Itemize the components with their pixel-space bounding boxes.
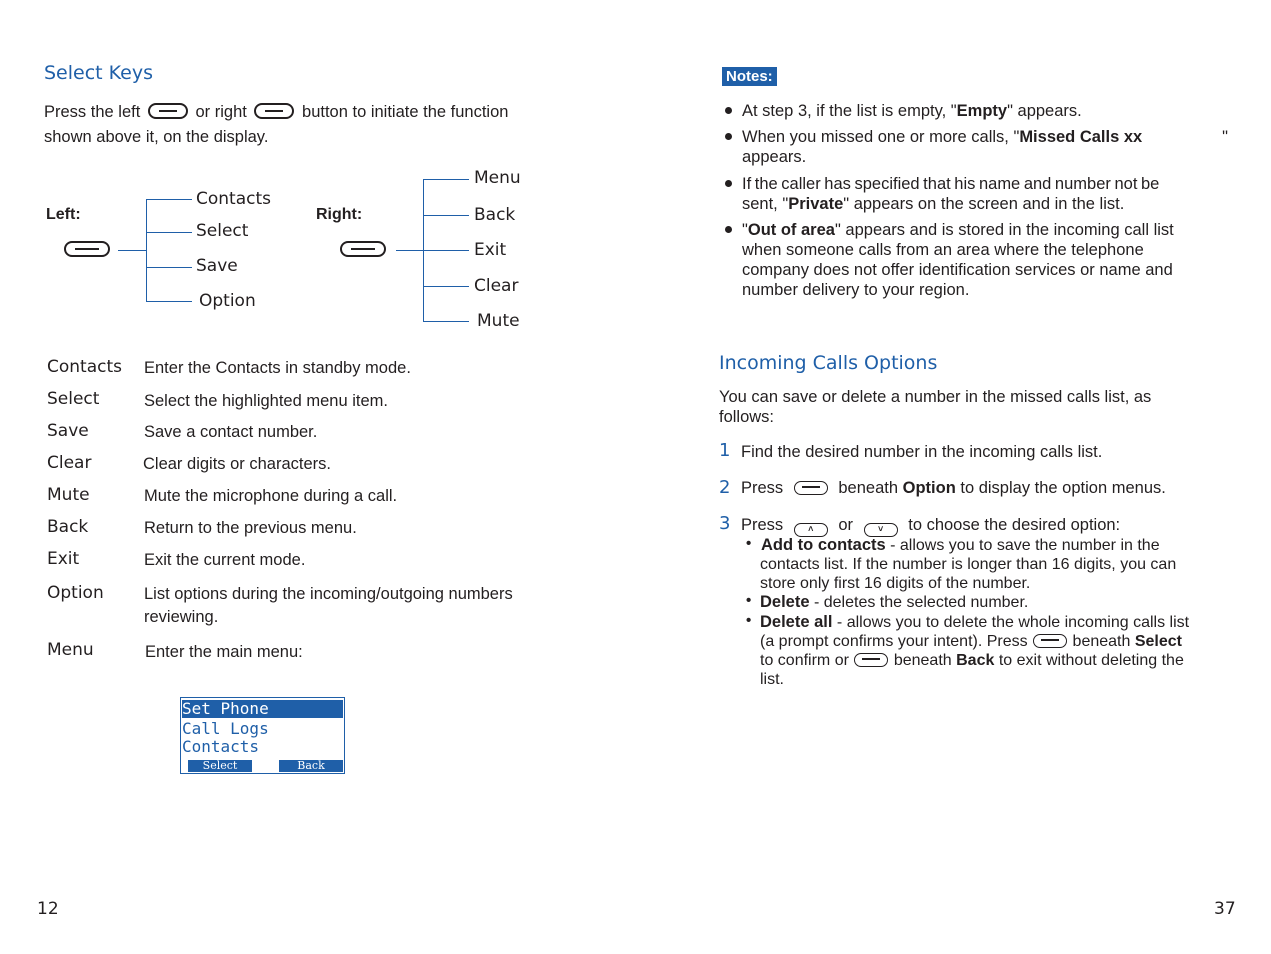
- def-desc: Return to the previous menu.: [144, 519, 357, 537]
- note-text: sent, ": [742, 195, 789, 213]
- note-item: [742, 194, 1124, 214]
- note-bold: Empty: [956, 102, 1008, 120]
- right-softkey-icon: [254, 103, 294, 119]
- connector-line: [146, 301, 192, 302]
- left-item-contacts: Contacts: [196, 189, 271, 209]
- connector-line: [423, 250, 469, 251]
- step-text: [741, 515, 1120, 537]
- page-number-right: 37: [1214, 899, 1236, 919]
- bullet-icon: [725, 107, 732, 114]
- left-item-select: Select: [196, 221, 249, 241]
- option-text: list.: [760, 671, 784, 688]
- note-text: " appears on the screen and in the list.: [843, 195, 1125, 213]
- note-text: At step 3, if the list is empty, ": [742, 102, 957, 120]
- option-text: [760, 651, 1184, 670]
- note-bold: Missed Calls xx: [1019, 128, 1143, 146]
- left-item-save: Save: [196, 256, 238, 276]
- note-text: " appears and is stored in the incoming call list: [834, 221, 1174, 239]
- option-text: store only first 16 digits of the number.: [760, 575, 1031, 592]
- section-intro: follows:: [719, 408, 775, 426]
- down-arrow-key-icon: ˅: [864, 523, 898, 537]
- bullet-icon: [725, 226, 732, 233]
- intro-text: or right: [195, 103, 247, 121]
- left-softkey-icon: [794, 481, 828, 495]
- left-item-option: Option: [199, 291, 256, 311]
- note-text: company does not offer identification services or name and: [742, 261, 1173, 279]
- def-term: Clear: [47, 453, 92, 473]
- def-term: Option: [47, 583, 104, 603]
- bullet-icon: •: [746, 535, 752, 552]
- right-item-menu: Menu: [474, 168, 521, 188]
- option-text: contacts list. If the number is longer than 16 digits, you can: [760, 556, 1177, 573]
- note-text: If the caller has specified that his name and number not be: [742, 175, 1160, 193]
- intro-text: button to initiate the function: [302, 103, 509, 121]
- def-term: Back: [47, 517, 89, 537]
- def-desc: Save a contact number.: [144, 423, 318, 441]
- option-text: - allows you to save the number in the: [885, 537, 1160, 554]
- def-desc: Clear digits or characters.: [143, 455, 331, 473]
- connector-line: [423, 179, 469, 180]
- def-term: Menu: [47, 640, 94, 660]
- intro-text-line2: shown above it, on the display.: [44, 128, 269, 146]
- phone-screen: [180, 697, 345, 774]
- bullet-icon: •: [746, 612, 752, 629]
- section-intro: You can save or delete a number in the missed calls list, as: [719, 388, 1152, 406]
- def-desc: Enter the main menu:: [145, 643, 303, 661]
- section-title-incoming-calls: Incoming Calls Options: [719, 352, 938, 374]
- option-item: [760, 593, 1028, 612]
- option-text-part: beneath: [1072, 633, 1131, 650]
- left-softkey-icon: [148, 103, 188, 119]
- def-desc: reviewing.: [144, 608, 219, 626]
- softkey-back-label: Back: [279, 760, 343, 772]
- option-title: Delete all: [760, 613, 833, 631]
- step-text-part: to choose the desired option:: [908, 516, 1121, 534]
- option-text-part: (a prompt confirms your intent). Press: [760, 633, 1028, 650]
- option-text: - allows you to delete the whole incoming calls list: [832, 614, 1190, 631]
- right-item-exit: Exit: [474, 240, 507, 260]
- intro-paragraph: [44, 102, 508, 122]
- left-softkey-icon: [64, 241, 110, 260]
- def-desc: Exit the current mode.: [144, 551, 306, 569]
- step-bold: Option: [902, 479, 956, 497]
- def-desc: Enter the Contacts in standby mode.: [144, 359, 411, 377]
- note-item: [742, 127, 1228, 147]
- note-text: ": [1222, 128, 1228, 146]
- option-text-part: to confirm or: [760, 652, 849, 669]
- note-text: " appears.: [1007, 102, 1082, 120]
- left-softkey-icon: [1033, 634, 1067, 648]
- page-number-left: 12: [37, 899, 59, 919]
- right-item-clear: Clear: [474, 276, 519, 296]
- note-text: ": [742, 221, 748, 239]
- connector-line: [396, 250, 424, 251]
- notes-badge: Notes:: [722, 67, 777, 86]
- right-softkey-icon: [340, 241, 386, 260]
- option-item: [760, 613, 1189, 632]
- def-term: Contacts: [47, 357, 122, 377]
- step-text-part: beneath: [838, 479, 899, 497]
- step-number: 2: [719, 477, 731, 498]
- step-number: 1: [719, 440, 731, 461]
- note-text: appears.: [742, 148, 807, 166]
- connector-line: [146, 267, 192, 268]
- right-item-mute: Mute: [477, 311, 520, 331]
- connector-line: [423, 321, 469, 322]
- def-desc: Select the highlighted menu item.: [144, 392, 388, 410]
- option-text-part: beneath: [893, 652, 952, 669]
- note-text: number delivery to your region.: [742, 281, 970, 299]
- option-bold: Select: [1134, 633, 1182, 650]
- def-term: Save: [47, 421, 89, 441]
- option-bold: Back: [956, 652, 995, 669]
- step-text-part: or: [838, 516, 854, 534]
- def-term: Select: [47, 389, 100, 409]
- right-softkey-icon: [854, 653, 888, 667]
- right-label: Right:: [316, 206, 363, 223]
- step-text: [741, 478, 1166, 498]
- right-item-back: Back: [474, 205, 516, 225]
- connector-line: [423, 286, 469, 287]
- step-number: 3: [719, 513, 731, 534]
- connector-line: [423, 215, 469, 216]
- def-term: Exit: [47, 549, 80, 569]
- note-item: [742, 220, 1174, 240]
- def-desc: Mute the microphone during a call.: [144, 487, 398, 505]
- step-text-part: Press: [741, 516, 784, 534]
- connector-line: [146, 232, 192, 233]
- intro-text: Press the left: [44, 103, 141, 121]
- note-text: When you missed one or more calls, ": [742, 128, 1020, 146]
- connector-line: [118, 250, 147, 251]
- step-text-part: to display the option menus.: [960, 479, 1166, 497]
- screen-item: Contacts: [182, 737, 260, 756]
- def-desc: List options during the incoming/outgoing numbers: [144, 585, 513, 603]
- left-label: Left:: [46, 206, 81, 223]
- page-title-select-keys: Select Keys: [44, 62, 153, 84]
- option-item: [761, 536, 1160, 555]
- screen-item: Call Logs: [182, 719, 269, 738]
- note-item: [742, 101, 1082, 121]
- option-title: Delete: [760, 593, 810, 611]
- option-text-part: to exit without deleting the: [998, 652, 1184, 669]
- note-text: when someone calls from an area where the telephone: [742, 241, 1144, 259]
- option-text: - deletes the selected number.: [809, 594, 1029, 611]
- def-term: Mute: [47, 485, 90, 505]
- connector-line: [146, 199, 147, 302]
- note-bold: Private: [788, 195, 844, 213]
- screen-item-highlighted: Set Phone: [182, 700, 343, 718]
- up-arrow-key-icon: ˄: [794, 523, 828, 537]
- bullet-icon: •: [746, 592, 752, 609]
- note-bold: Out of area: [747, 221, 835, 239]
- option-title: Add to contacts: [761, 536, 886, 554]
- step-text-part: Press: [741, 479, 784, 497]
- option-text: [760, 632, 1182, 651]
- bullet-icon: [725, 180, 732, 187]
- connector-line: [146, 199, 192, 200]
- bullet-icon: [725, 133, 732, 140]
- softkey-select-label: Select: [188, 760, 252, 772]
- step-text: Find the desired number in the incoming calls list.: [741, 443, 1103, 461]
